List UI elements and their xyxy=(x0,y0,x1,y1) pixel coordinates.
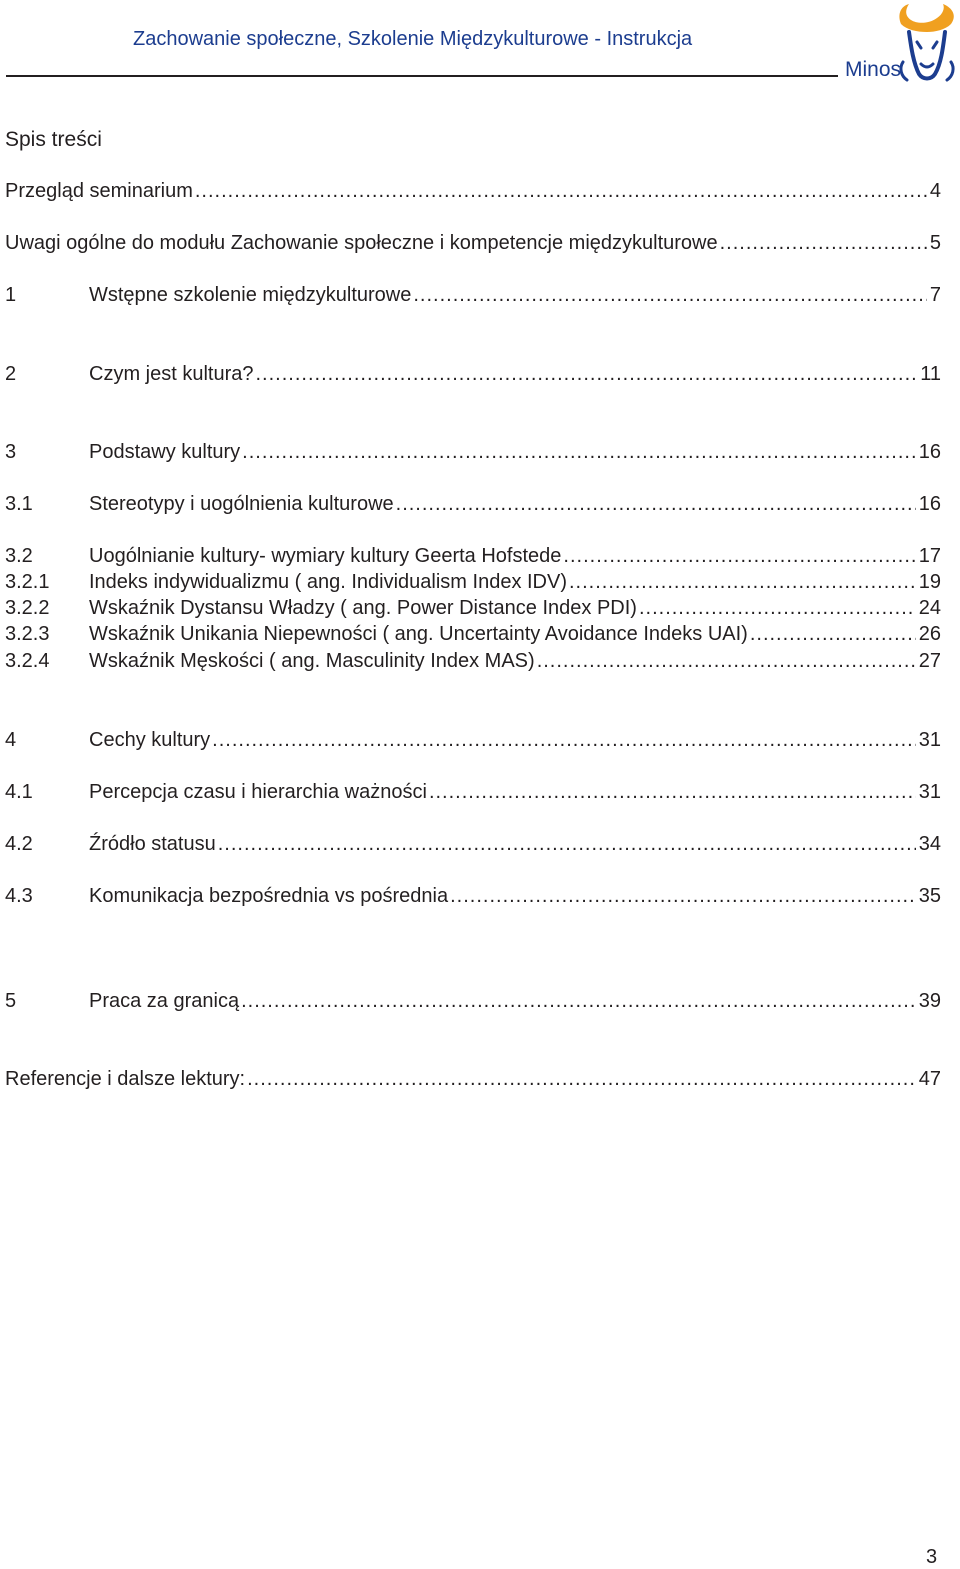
toc-leader-dots xyxy=(256,363,918,386)
toc-entry[interactable] xyxy=(5,232,941,258)
toc-entry-number: 2 xyxy=(5,363,17,385)
toc-entry-number: 3.2.4 xyxy=(5,650,50,672)
toc-entry-page: 19 xyxy=(918,571,941,593)
toc-entry[interactable] xyxy=(5,545,941,571)
toc-leader-dots xyxy=(195,180,927,203)
toc-entry-page: 47 xyxy=(918,1068,941,1090)
toc-entry-number: 4.3 xyxy=(5,885,33,907)
toc-entry-label: Referencje i dalsze lektury: xyxy=(5,1068,246,1090)
toc-entry-page: 4 xyxy=(929,180,941,202)
toc-leader-dots xyxy=(241,990,916,1013)
toc-leader-dots xyxy=(242,441,916,464)
toc-leader-dots xyxy=(413,284,927,307)
toc-leader-dots xyxy=(247,1068,916,1091)
toc-entry-page: 16 xyxy=(918,441,941,463)
toc-entry[interactable] xyxy=(5,990,941,1016)
toc-entry-number: 3.2 xyxy=(5,545,33,567)
toc-entry-page: 31 xyxy=(918,729,941,751)
toc-entry-label: Komunikacja bezpośrednia vs pośrednia xyxy=(89,885,449,907)
toc-entry-label: Stereotypy i uogólnienia kulturowe xyxy=(89,493,394,515)
document-title: Zachowanie społeczne, Szkolenie Międzykulturowe - Instrukcja xyxy=(133,28,693,50)
toc-entry-label: Cechy kultury xyxy=(89,729,211,751)
toc-entry[interactable] xyxy=(5,1068,941,1094)
toc-entry-label: Uogólnianie kultury- wymiary kultury Geerta Hofstede xyxy=(89,545,562,567)
toc-entry[interactable] xyxy=(5,571,941,597)
toc-entry-number: 3 xyxy=(5,441,17,463)
toc-entry-label: Wskaźnik Męskości ( ang. Masculinity Index MAS) xyxy=(89,650,535,672)
brand-name: Minos xyxy=(845,58,902,81)
toc-entry[interactable] xyxy=(5,363,941,389)
toc-leader-dots xyxy=(212,729,916,752)
toc-entry-page: 24 xyxy=(918,597,941,619)
toc-entry-label: Podstawy kultury xyxy=(89,441,241,463)
toc-entry-label: Wskaźnik Dystansu Władzy ( ang. Power Distance Index PDI) xyxy=(89,597,637,619)
toc-entry-number: 4 xyxy=(5,729,17,751)
toc-entry[interactable] xyxy=(5,284,941,310)
toc-leader-dots xyxy=(537,650,916,673)
toc-leader-dots xyxy=(563,545,915,568)
toc-entry-number: 3.1 xyxy=(5,493,33,515)
toc-entry[interactable] xyxy=(5,623,941,649)
toc-entry-number: 1 xyxy=(5,284,17,306)
toc-entry-label: Indeks indywidualizmu ( ang. Individualism Index IDV) xyxy=(89,571,567,593)
toc-leader-dots xyxy=(569,571,916,594)
toc-entry-label: Uwagi ogólne do modułu Zachowanie społeczne i kompetencje międzykulturowe xyxy=(5,232,718,254)
toc-entry-number: 3.2.2 xyxy=(5,597,50,619)
toc-entry-label: Źródło statusu xyxy=(89,833,216,855)
toc-leader-dots xyxy=(396,493,916,516)
toc-entry-label: Percepcja czasu i hierarchia ważności xyxy=(89,781,427,803)
toc-heading: Spis treści xyxy=(5,128,102,151)
toc-entry[interactable] xyxy=(5,833,941,859)
toc-entry-number: 3.2.3 xyxy=(5,623,50,645)
toc-entry[interactable] xyxy=(5,597,941,623)
toc-entry-number: 3.2.1 xyxy=(5,571,50,593)
toc-entry-page: 17 xyxy=(918,545,941,567)
toc-leader-dots xyxy=(750,623,916,646)
toc-entry[interactable] xyxy=(5,180,941,206)
toc-entry-number: 4.2 xyxy=(5,833,33,855)
page-number: 3 xyxy=(926,1546,938,1568)
toc-leader-dots xyxy=(720,232,927,255)
toc-entry-page: 5 xyxy=(929,232,941,254)
toc-entry-label: Przegląd seminarium xyxy=(5,180,193,202)
toc-entry-page: 39 xyxy=(918,990,941,1012)
toc-entry-page: 27 xyxy=(918,650,941,672)
toc-entry-page: 16 xyxy=(918,493,941,515)
toc-entry[interactable] xyxy=(5,650,941,676)
toc-leader-dots xyxy=(218,833,916,856)
toc-leader-dots xyxy=(429,781,916,804)
toc-entry-label: Praca za granicą xyxy=(89,990,240,1012)
toc-entry-number: 4.1 xyxy=(5,781,33,803)
toc-entry-page: 26 xyxy=(918,623,941,645)
minos-bull-logo-icon xyxy=(895,2,959,84)
toc-entry-label: Wstępne szkolenie międzykulturowe xyxy=(89,284,412,306)
toc-entry-page: 34 xyxy=(918,833,941,855)
toc-entry-page: 35 xyxy=(918,885,941,907)
toc-entry[interactable] xyxy=(5,441,941,467)
toc-leader-dots xyxy=(639,597,916,620)
header-divider xyxy=(6,75,838,77)
toc-entry-label: Wskaźnik Unikania Niepewności ( ang. Uncertainty Avoidance Indeks UAI) xyxy=(89,623,748,645)
toc-entry-number: 5 xyxy=(5,990,17,1012)
toc-entry[interactable] xyxy=(5,493,941,519)
toc-entry[interactable] xyxy=(5,885,941,911)
toc-entry[interactable] xyxy=(5,781,941,807)
toc-leader-dots xyxy=(450,885,916,908)
toc-entry-page: 31 xyxy=(918,781,941,803)
toc-entry-page: 7 xyxy=(929,284,941,306)
toc-entry-label: Czym jest kultura? xyxy=(89,363,254,385)
toc-entry-page: 11 xyxy=(920,363,941,385)
toc-entry[interactable] xyxy=(5,729,941,755)
